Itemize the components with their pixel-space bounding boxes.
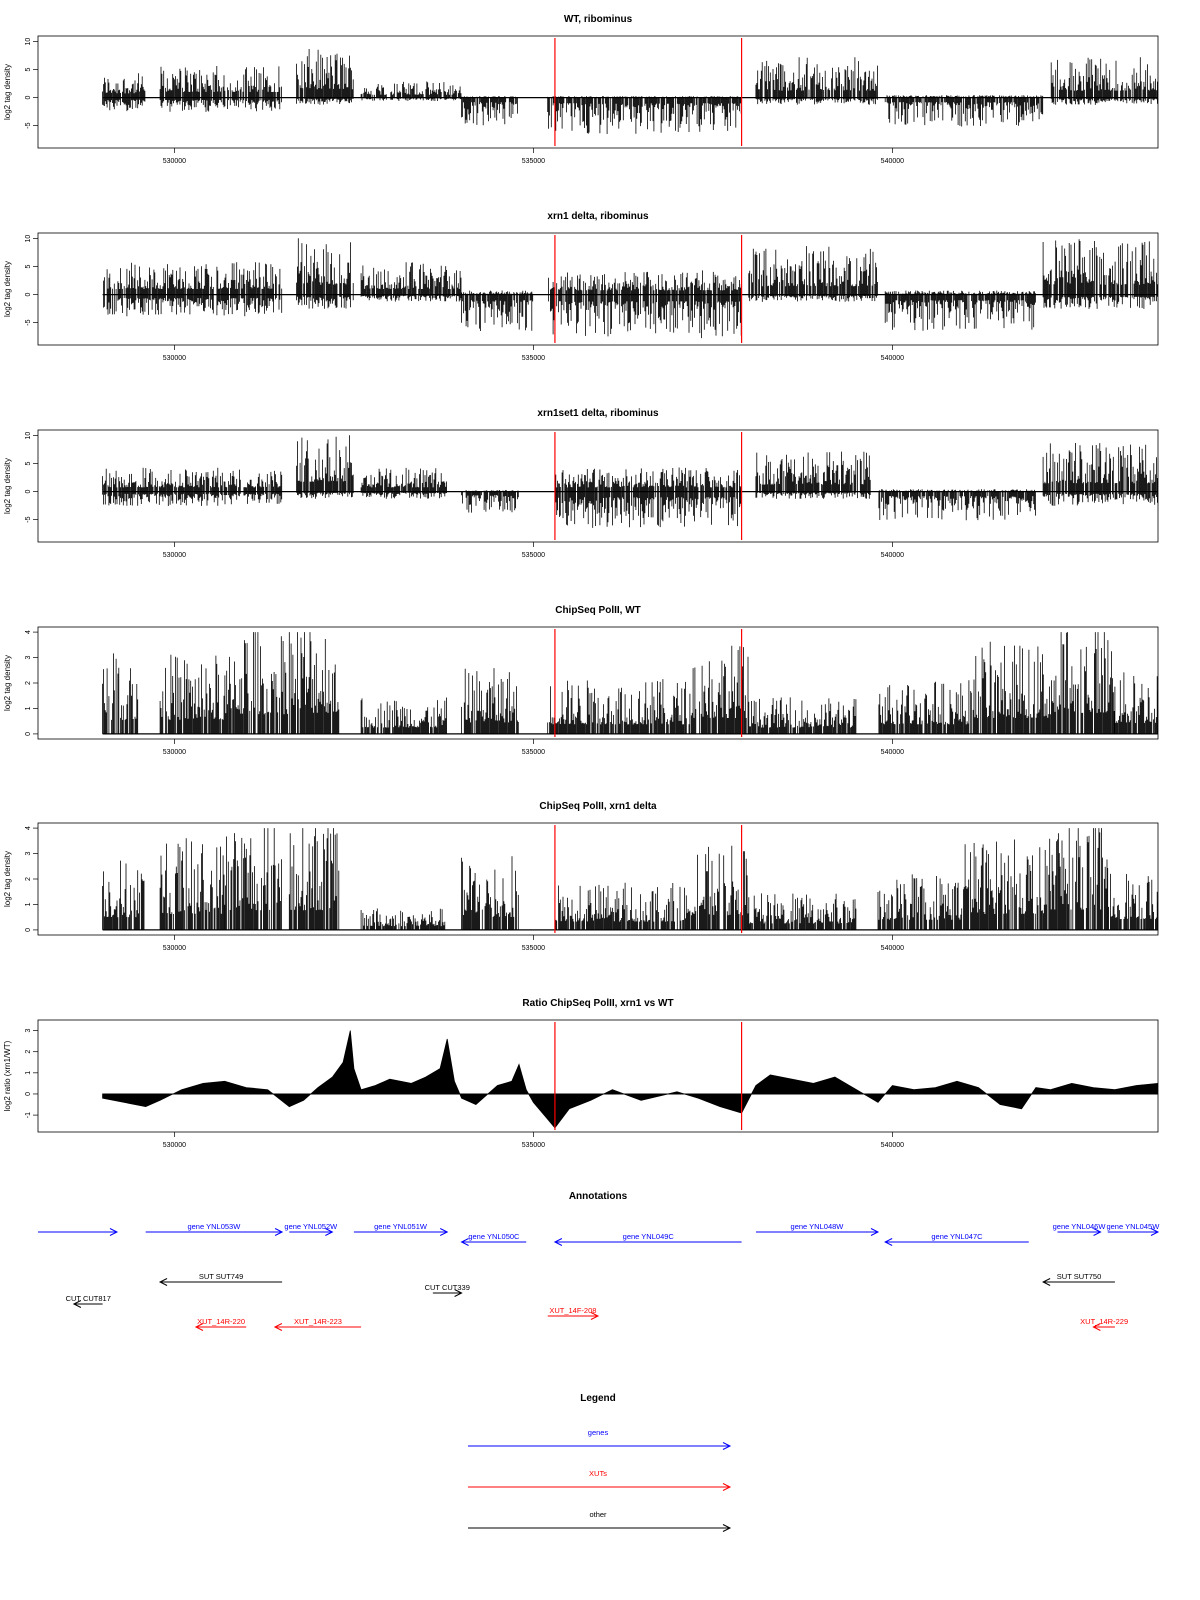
x-tick-label: 540000 <box>880 749 905 756</box>
panel-1 <box>3 14 1172 165</box>
signal-bars <box>103 861 144 930</box>
signal-segment <box>297 49 354 105</box>
signal-bars <box>548 96 742 134</box>
x-tick-label: 530000 <box>162 158 187 165</box>
y-tick-label: -5 <box>25 122 32 129</box>
x-tick-label: 535000 <box>521 749 546 756</box>
annotation-feature <box>462 1232 527 1246</box>
panel-title: xrn1 delta, ribominus <box>547 211 649 222</box>
legend-label: other <box>589 1510 607 1519</box>
annotation-feature <box>555 1232 742 1246</box>
annotations-title: Annotations <box>568 1191 628 1202</box>
plot-marks <box>103 238 1172 338</box>
legend-item-xuts <box>468 1469 730 1491</box>
panel-title: ChipSeq PolII, xrn1 delta <box>539 801 657 812</box>
y-tick-label: -1 <box>25 1111 32 1119</box>
signal-segment <box>878 874 964 930</box>
signal-segment <box>749 893 856 930</box>
signal-segment <box>548 96 742 134</box>
feature-label: gene YNL048W <box>790 1222 844 1231</box>
signal-bars <box>361 468 447 499</box>
y-tick-label: 4 <box>25 630 32 635</box>
feature-label: SUT SUT749 <box>198 1272 244 1281</box>
signal-segment <box>691 846 748 930</box>
annotation-feature <box>146 1222 282 1236</box>
x-tick-label: 540000 <box>880 355 905 362</box>
signal-bars <box>1043 443 1172 506</box>
feature-label: gene YNL047C <box>931 1232 983 1241</box>
signal-segment <box>462 490 519 513</box>
signal-segment <box>749 697 856 734</box>
annotation-feature <box>1043 1272 1115 1286</box>
signal-bars <box>964 839 1049 930</box>
signal-bars <box>971 642 1056 734</box>
signal-segment <box>1108 868 1172 930</box>
y-tick-label: 10 <box>25 234 32 243</box>
y-tick-label: 1 <box>25 706 32 711</box>
signal-bars <box>160 838 224 930</box>
annotation-feature <box>885 1232 1029 1246</box>
signal-bars <box>549 270 742 338</box>
x-tick-label: 535000 <box>521 158 546 165</box>
signal-segment <box>462 96 518 125</box>
y-tick-label: 10 <box>25 37 32 46</box>
signal-bars <box>879 489 1036 520</box>
signal-segment <box>549 270 742 338</box>
signal-bars <box>885 95 1042 126</box>
signal-segment <box>297 238 354 308</box>
signal-segment <box>1115 672 1172 734</box>
signal-segment <box>555 883 690 930</box>
y-axis-label: log2 ratio (xrn1/WT) <box>3 1040 12 1112</box>
annotation-feature <box>1053 1222 1107 1236</box>
signal-bars <box>297 238 354 308</box>
signal-segment <box>462 291 533 332</box>
signal-segment <box>1043 443 1172 506</box>
panel-title: xrn1set1 delta, ribominus <box>537 408 659 419</box>
x-tick-label: 530000 <box>162 1142 187 1149</box>
signal-segment <box>1050 828 1107 930</box>
signal-segment <box>462 856 519 930</box>
panel-4 <box>3 605 1172 756</box>
signal-bars <box>289 828 339 930</box>
x-tick-label: 535000 <box>521 355 546 362</box>
signal-bars <box>462 856 519 930</box>
signal-segment <box>361 909 445 930</box>
signal-segment <box>361 698 447 734</box>
signal-segment <box>885 291 1035 331</box>
plot-frame <box>38 1020 1158 1132</box>
x-tick-label: 530000 <box>162 552 187 559</box>
annotation-feature <box>1106 1222 1160 1236</box>
annotation-feature <box>1080 1317 1128 1331</box>
legend-title: Legend <box>580 1393 616 1404</box>
signal-bars <box>1050 828 1107 930</box>
plot-marks <box>103 49 1172 134</box>
legend-item-other <box>468 1510 730 1532</box>
y-tick-label: 0 <box>25 292 32 297</box>
signal-bars <box>691 846 748 930</box>
legend <box>468 1393 730 1532</box>
feature-label: CUT CUT339 <box>424 1283 470 1292</box>
signal-bars <box>885 291 1035 331</box>
feature-label: gene YNL053W <box>187 1222 241 1231</box>
legend-label: XUTs <box>589 1469 607 1478</box>
signal-segment <box>971 642 1056 734</box>
x-tick-label: 530000 <box>162 749 187 756</box>
signal-segment <box>289 632 339 734</box>
signal-segment <box>103 653 138 734</box>
feature-label: gene YNL050C <box>468 1232 520 1241</box>
signal-segment <box>103 861 144 930</box>
signal-bars <box>361 262 461 301</box>
annotation-feature <box>275 1317 361 1331</box>
signal-segment <box>964 839 1049 930</box>
signal-segment <box>749 246 878 302</box>
annotation-feature <box>354 1222 447 1236</box>
feature-label: gene YNL051W <box>374 1222 427 1231</box>
feature-label: XUT_14R-220 <box>197 1317 246 1326</box>
signal-bars <box>225 828 282 930</box>
legend-item-genes <box>468 1428 730 1450</box>
signal-bars <box>462 668 519 734</box>
y-tick-label: 1 <box>25 1070 32 1075</box>
signal-segment <box>1058 632 1115 734</box>
y-tick-label: 1 <box>25 902 32 907</box>
x-tick-label: 540000 <box>880 158 905 165</box>
signal-segment <box>233 632 288 734</box>
legend-label: genes <box>587 1428 609 1437</box>
signal-bars <box>103 653 138 734</box>
signal-bars <box>297 49 354 105</box>
signal-segment <box>361 468 447 499</box>
signal-segment <box>160 838 224 930</box>
signal-segment <box>1043 239 1172 309</box>
signal-bars <box>555 883 690 930</box>
signal-bars <box>103 73 145 111</box>
y-tick-label: 10 <box>25 431 32 440</box>
y-tick-label: 0 <box>25 731 32 736</box>
annotation-feature <box>425 1283 470 1297</box>
signal-bars <box>749 893 856 930</box>
x-tick-label: 540000 <box>880 552 905 559</box>
y-tick-label: 2 <box>25 877 32 881</box>
panel-title: Ratio ChipSeq PolII, xrn1 vs WT <box>522 998 674 1009</box>
signal-bars <box>548 679 690 734</box>
annotation-feature <box>196 1317 246 1331</box>
signal-bars <box>462 291 533 332</box>
annotation-feature <box>38 1229 117 1236</box>
y-tick-label: 0 <box>25 95 32 100</box>
signal-bars <box>297 435 354 499</box>
y-tick-label: 2 <box>25 1049 32 1054</box>
y-tick-label: 3 <box>25 1028 32 1033</box>
y-tick-label: 5 <box>25 461 32 466</box>
signal-bars <box>1058 632 1115 734</box>
annotation-feature <box>284 1222 338 1236</box>
y-tick-label: 0 <box>25 489 32 494</box>
y-axis-label: log2 tag density <box>3 457 12 515</box>
y-tick-label: 5 <box>25 67 32 72</box>
y-tick-label: -5 <box>25 516 32 523</box>
feature-label: XUT_14F-208 <box>549 1306 597 1315</box>
signal-segment <box>297 435 354 499</box>
y-tick-label: 0 <box>25 927 32 932</box>
plot-marks <box>103 435 1172 528</box>
feature-label: gene YNL052W <box>284 1222 338 1231</box>
y-tick-label: 3 <box>25 851 32 856</box>
signal-segment <box>160 655 231 734</box>
signal-segment <box>555 468 741 528</box>
signal-segment <box>879 489 1036 520</box>
panel-6 <box>3 998 1158 1149</box>
signal-bars <box>289 632 339 734</box>
signal-bars <box>1043 239 1172 309</box>
signal-bars <box>160 66 282 112</box>
annotation-feature <box>66 1294 111 1308</box>
y-tick-label: 2 <box>25 681 32 685</box>
signal-segment <box>462 668 519 734</box>
x-tick-label: 530000 <box>162 355 187 362</box>
signal-segment <box>885 95 1042 126</box>
ratio-area <box>103 1031 1158 1128</box>
signal-segment <box>691 646 748 734</box>
annotation-feature <box>160 1272 282 1286</box>
signal-bars <box>878 874 964 930</box>
signal-bars <box>879 680 971 734</box>
y-tick-label: 3 <box>25 655 32 660</box>
panel-title: WT, ribominus <box>563 14 633 25</box>
y-tick-label: 4 <box>25 826 32 831</box>
annotation-feature <box>548 1306 598 1320</box>
signal-bars <box>103 468 282 506</box>
signal-segment <box>160 66 282 112</box>
annotation-feature <box>756 1222 878 1236</box>
panel-title: ChipSeq PolII, WT <box>555 605 641 616</box>
x-tick-label: 530000 <box>162 945 187 952</box>
y-tick-label: 5 <box>25 264 32 269</box>
feature-label: gene YNL046W <box>1052 1222 1106 1231</box>
signal-bars <box>361 909 445 930</box>
feature-label: gene YNL045W <box>1106 1222 1160 1231</box>
signal-bars <box>160 655 231 734</box>
feature-label: XUT_14R-229 <box>1080 1317 1129 1326</box>
signal-segment <box>103 468 282 506</box>
signal-segment <box>104 262 282 316</box>
plot-marks <box>103 632 1172 734</box>
plot-marks <box>103 828 1172 930</box>
y-tick-label: -5 <box>25 319 32 326</box>
signal-segment <box>548 679 690 734</box>
signal-bars <box>462 490 519 513</box>
signal-segment <box>289 828 339 930</box>
y-axis-label: log2 tag density <box>3 850 12 908</box>
x-tick-label: 535000 <box>521 945 546 952</box>
y-axis-label: log2 tag density <box>3 654 12 712</box>
signal-bars <box>462 96 518 125</box>
feature-label: SUT SUT750 <box>1056 1272 1102 1281</box>
signal-segment <box>879 680 971 734</box>
annotations-panel <box>38 1191 1160 1331</box>
signal-bars <box>361 698 447 734</box>
signal-bars <box>749 697 856 734</box>
x-tick-label: 535000 <box>521 1142 546 1149</box>
feature-label: gene YNL049C <box>622 1232 674 1241</box>
signal-bars <box>1115 672 1172 734</box>
x-tick-label: 540000 <box>880 945 905 952</box>
signal-bars <box>555 468 741 528</box>
y-tick-label: 0 <box>25 1092 32 1096</box>
signal-bars <box>691 646 748 734</box>
panel-2 <box>3 211 1172 362</box>
signal-bars <box>749 246 878 302</box>
signal-bars <box>104 262 282 316</box>
y-axis-label: log2 tag density <box>3 260 12 318</box>
x-tick-label: 535000 <box>521 552 546 559</box>
signal-segment <box>225 828 282 930</box>
signal-bars <box>233 632 288 734</box>
signal-segment <box>361 262 461 301</box>
panel-5 <box>3 801 1172 952</box>
feature-label: CUT CUT817 <box>65 1294 111 1303</box>
plot-marks <box>103 1031 1158 1128</box>
panel-3 <box>3 408 1172 559</box>
x-tick-label: 540000 <box>880 1142 905 1149</box>
feature-label: XUT_14R-223 <box>294 1317 342 1326</box>
signal-bars <box>1108 868 1172 930</box>
signal-segment <box>103 73 145 111</box>
y-axis-label: log2 tag density <box>3 63 12 121</box>
